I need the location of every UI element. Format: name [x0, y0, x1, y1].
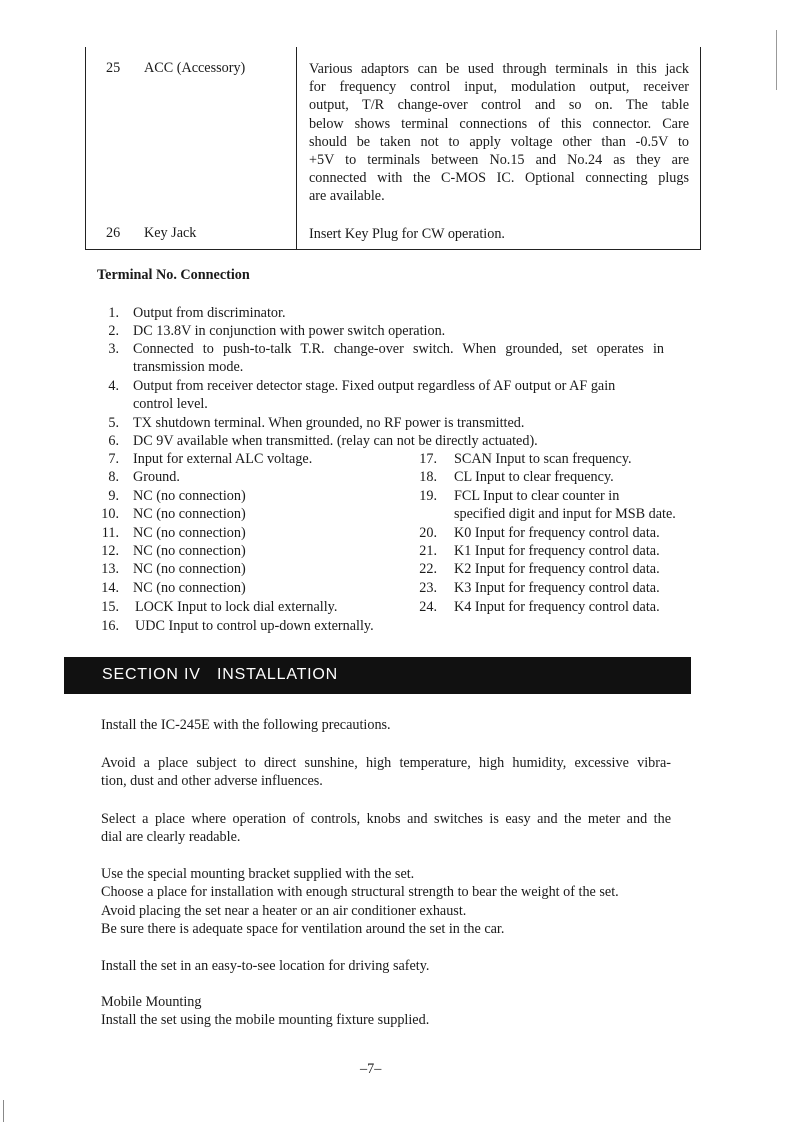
accessory-table: [85, 47, 701, 250]
install-paragraph-4: [101, 957, 671, 975]
item-number: 22.: [419, 561, 437, 577]
item-number: 12.: [101, 543, 119, 559]
item-text: DC 13.8V in conjunction with power switch operation.: [133, 323, 446, 339]
item-number: 1.: [108, 305, 119, 321]
item-number: 16.: [101, 618, 119, 634]
item-text: K4 Input for frequency control data.: [454, 599, 660, 615]
row-number: 26: [106, 225, 121, 241]
paragraph-line: Be sure there is adequate space for ventilation around the set in the car.: [101, 921, 505, 938]
item-number: 3.: [108, 341, 119, 357]
install-paragraph-3: [101, 865, 671, 939]
desc-line: for frequency control input, modulation output, receiver: [309, 79, 689, 96]
paragraph-line: Install the set using the mobile mounting fixture supplied.: [101, 1012, 430, 1029]
item-number: 5.: [108, 415, 119, 431]
item-number: 11.: [101, 525, 119, 541]
item-number: 18.: [419, 469, 437, 485]
paragraph-line: Install the set in an easy-to-see location for driving safety.: [101, 958, 430, 974]
item-text-continued: transmission mode.: [133, 359, 244, 375]
desc-line: Various adaptors can be used through terminals in this jack: [309, 61, 689, 77]
item-number: 2.: [108, 323, 119, 339]
item-text: Ground.: [133, 469, 180, 485]
item-number: 10.: [101, 506, 119, 522]
page-number: –7–: [360, 1061, 382, 1077]
row-description: [309, 60, 689, 206]
item-text: NC (no connection): [133, 543, 246, 559]
item-text: K0 Input for frequency control data.: [454, 525, 660, 541]
terminal-heading: Terminal No. Connection: [97, 267, 250, 283]
desc-line: connected with the C-MOS IC. Optional connecting plugs: [309, 170, 689, 187]
item-text: SCAN Input to scan frequency.: [454, 451, 632, 467]
item-number: 17.: [419, 451, 437, 467]
install-intro: [101, 716, 671, 734]
item-text: LOCK Input to lock dial externally.: [135, 599, 338, 615]
row-description: [309, 225, 689, 243]
install-paragraph-1: [101, 754, 671, 791]
row-name: Key Jack: [144, 225, 197, 241]
item-text: Connected to push-to-talk T.R. change-over switch. When grounded, set operates in: [133, 341, 664, 357]
paragraph-line: tion, dust and other adverse influences.: [101, 773, 323, 790]
item-text: UDC Input to control up-down externally.: [135, 618, 374, 634]
item-number: 23.: [419, 580, 437, 596]
scan-edge-mark: [776, 30, 777, 90]
desc-line: are available.: [309, 188, 385, 205]
item-text: Output from discriminator.: [133, 305, 286, 321]
mobile-mounting-heading: Mobile Mounting: [101, 994, 202, 1010]
item-text: NC (no connection): [133, 561, 246, 577]
row-name: ACC (Accessory): [144, 60, 246, 76]
item-text: K2 Input for frequency control data.: [454, 561, 660, 577]
desc-line: below shows terminal connections of this connector. Care: [309, 115, 689, 132]
item-text: Input for external ALC voltage.: [133, 451, 313, 467]
item-text: Output from receiver detector stage. Fixed output regardless of AF output or AF gain: [133, 378, 616, 394]
scan-edge-mark: [3, 1100, 4, 1122]
item-text-continued: specified digit and input for MSB date.: [454, 506, 676, 522]
item-number: 6.: [108, 433, 119, 449]
desc-line: should be taken not to apply voltage other than -0.5V to: [309, 133, 689, 150]
item-text: NC (no connection): [133, 525, 246, 541]
item-text-continued: control level.: [133, 396, 208, 412]
paragraph-line: Avoid placing the set near a heater or an air conditioner exhaust.: [101, 902, 467, 919]
section-label: SECTION IV: [102, 666, 201, 683]
paragraph-line: Use the special mounting bracket supplied with the set.: [101, 866, 415, 882]
section-banner: [64, 657, 691, 694]
row-number: 25: [106, 60, 121, 76]
item-number: 15.: [101, 599, 119, 615]
item-number: 9.: [108, 488, 119, 504]
item-text: DC 9V available when transmitted. (relay can not be directly actuated).: [133, 433, 538, 449]
item-text: K1 Input for frequency control data.: [454, 543, 660, 559]
paragraph-line: Select a place where operation of controls, knobs and switches is easy and the meter and the: [101, 811, 671, 827]
item-number: 13.: [101, 561, 119, 577]
item-text: NC (no connection): [133, 580, 246, 596]
item-text: NC (no connection): [133, 506, 246, 522]
table-column-divider: [296, 47, 297, 249]
item-number: 19.: [419, 488, 437, 504]
install-paragraph-2: [101, 810, 671, 847]
paragraph-line: dial are clearly readable.: [101, 829, 241, 846]
item-number: 14.: [101, 580, 119, 596]
desc-line: output, T/R change-over control and so on. The table: [309, 97, 689, 114]
item-text: FCL Input to clear counter in: [454, 488, 620, 504]
paragraph-line: Install the IC-245E with the following precautions.: [101, 717, 391, 733]
paragraph-line: Avoid a place subject to direct sunshine, high temperature, high humidity, excessive vibra-: [101, 755, 671, 771]
item-number: 7.: [108, 451, 119, 467]
item-number: 4.: [108, 378, 119, 394]
mobile-mounting: [101, 993, 671, 1030]
item-text: TX shutdown terminal. When grounded, no RF power is transmitted.: [133, 415, 525, 431]
desc-line: Insert Key Plug for CW operation.: [309, 226, 505, 242]
section-title: INSTALLATION: [217, 666, 339, 683]
item-text: NC (no connection): [133, 488, 246, 504]
item-text: K3 Input for frequency control data.: [454, 580, 660, 596]
item-text: CL Input to clear frequency.: [454, 469, 614, 485]
item-number: 24.: [419, 599, 437, 615]
desc-line: +5V to terminals between No.15 and No.24 as they are: [309, 151, 689, 168]
item-number: 8.: [108, 469, 119, 485]
paragraph-line: Choose a place for installation with enough structural strength to bear the weight of the set.: [101, 884, 619, 901]
item-number: 21.: [419, 543, 437, 559]
item-number: 20.: [419, 525, 437, 541]
